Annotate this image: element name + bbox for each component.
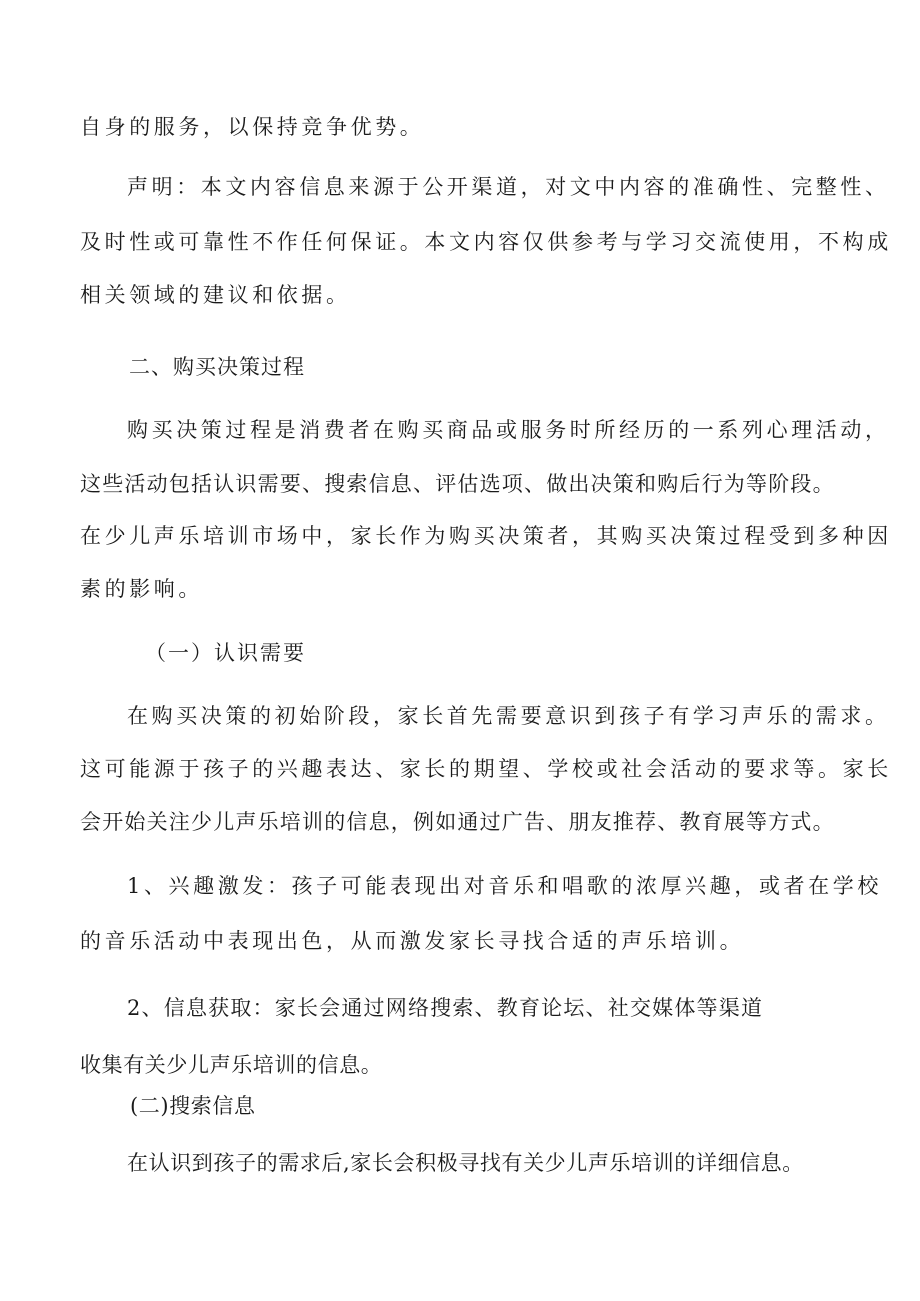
list-item-line: 收集有关少儿声乐培训的信息。: [80, 1053, 383, 1077]
paragraph-line: 购买决策过程是消费者在购买商品或服务时所经历的一系列心理活动，: [127, 418, 890, 442]
paragraph-line: 在认识到孩子的需求后,家长会积极寻找有关少儿声乐培训的详细信息。: [127, 1151, 804, 1175]
disclaimer-line: 相关领域的建议和依据。: [80, 283, 351, 307]
paragraph-line: 这可能源于孩子的兴趣表达、家长的期望、学校或社会活动的要求等。家长: [80, 757, 892, 781]
list-item-line: 2、信息获取：家长会通过网络搜索、教育论坛、社交媒体等渠道: [127, 996, 764, 1020]
section-heading: 二、购买决策过程: [129, 355, 305, 379]
subsection-heading: （一）认识需要: [145, 641, 306, 665]
paragraph-line: 在购买决策的初始阶段，家长首先需要意识到孩子有学习声乐的需求。: [127, 704, 890, 728]
paragraph-line: 会开始关注少儿声乐培训的信息，例如通过广告、朋友推荐、教育展等方式。: [80, 810, 835, 834]
paragraph-line: 在少儿声乐培训市场中，家长作为购买决策者，其购买决策过程受到多种因: [80, 524, 892, 548]
paragraph-line: 这些活动包括认识需要、搜索信息、评估选项、做出决策和购后行为等阶段。: [80, 472, 835, 496]
text-line: 自身的服务，以保持竞争优势。: [80, 115, 425, 139]
disclaimer-line: 声明：本文内容信息来源于公开渠道，对文中内容的准确性、完整性、: [127, 175, 890, 199]
list-item-line: 的音乐活动中表现出色，从而激发家长寻找合适的声乐培训。: [80, 929, 745, 953]
subsection-heading: (二)搜索信息: [130, 1094, 256, 1118]
list-item-line: 1、兴趣激发：孩子可能表现出对音乐和唱歌的浓厚兴趣，或者在学校: [127, 874, 882, 898]
paragraph-line: 素的影响。: [80, 577, 203, 601]
disclaimer-line: 及时性或可靠性不作任何保证。本文内容仅供参考与学习交流使用，不构成: [80, 230, 892, 254]
